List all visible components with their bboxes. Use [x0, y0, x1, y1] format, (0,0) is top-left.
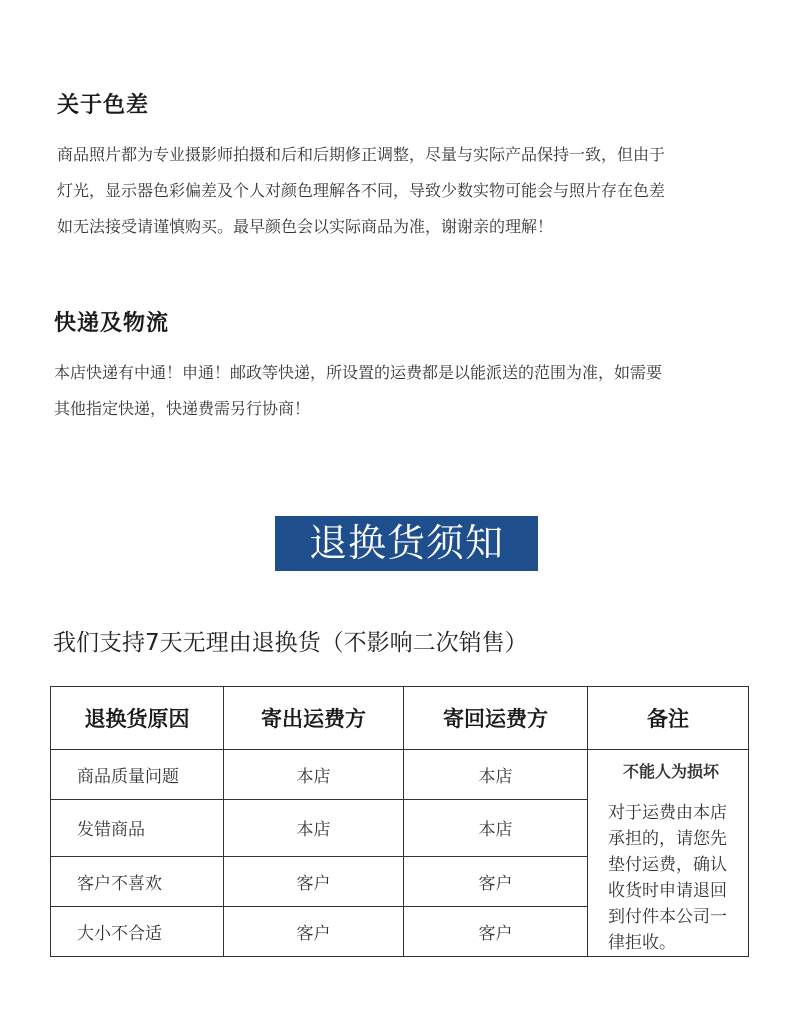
- return-payer-cell: 本店: [404, 750, 588, 800]
- table-row: [51, 750, 749, 800]
- reason-cell: 客户不喜欢: [51, 856, 224, 906]
- header-reason: 退换货原因: [51, 687, 224, 750]
- remark-text: 对于运费由本店承担的，请您先垫付运费，确认收货时申请退回到付件本公司一律拒收。: [608, 803, 727, 953]
- header-send-shipping: 寄出运费方: [224, 687, 404, 750]
- shipping-line: 本店快递有中通！申通！邮政等快递，所设置的运费都是以能派送的范围为准，如需要: [54, 363, 663, 382]
- returns-policy: 我们支持7天无理由退换货（不影响二次销售）: [53, 630, 528, 656]
- send-payer-cell: 客户: [224, 906, 404, 956]
- header-remark: 备注: [588, 687, 749, 750]
- color-diff-line: 如无法接受请谨慎购买。最早颜色会以实际商品为准，谢谢亲的理解！: [57, 217, 554, 236]
- returns-banner: 退换货须知: [275, 516, 538, 571]
- color-diff-line: 商品照片都为专业摄影师拍摄和后和后期修正调整，尽量与实际产品保持一致，但由于: [57, 145, 666, 164]
- reason-cell: 大小不合适: [51, 906, 224, 956]
- shipping-line: 其他指定快递，快递费需另行协商！: [54, 399, 311, 418]
- remark-title: 不能人为损坏: [622, 762, 719, 781]
- return-payer-cell: 客户: [404, 906, 588, 956]
- send-payer-cell: 客户: [224, 856, 404, 906]
- return-payer-cell: 客户: [404, 856, 588, 906]
- reason-cell: 发错商品: [51, 800, 224, 856]
- color-diff-paragraph: [57, 137, 665, 245]
- returns-table: [50, 686, 749, 957]
- header-return-shipping: 寄回运费方: [404, 687, 588, 750]
- send-payer-cell: 本店: [224, 750, 404, 800]
- shipping-paragraph: [54, 355, 662, 427]
- send-payer-cell: 本店: [224, 800, 404, 856]
- reason-cell: 商品质量问题: [51, 750, 224, 800]
- remark-cell: [588, 750, 749, 957]
- return-payer-cell: 本店: [404, 800, 588, 856]
- table-header-row: [51, 687, 749, 750]
- color-diff-line: 灯光，显示器色彩偏差及个人对颜色理解各不同，导致少数实物可能会与照片存在色差: [57, 181, 666, 200]
- color-diff-title: 关于色差: [57, 93, 150, 118]
- shipping-title: 快递及物流: [54, 311, 170, 336]
